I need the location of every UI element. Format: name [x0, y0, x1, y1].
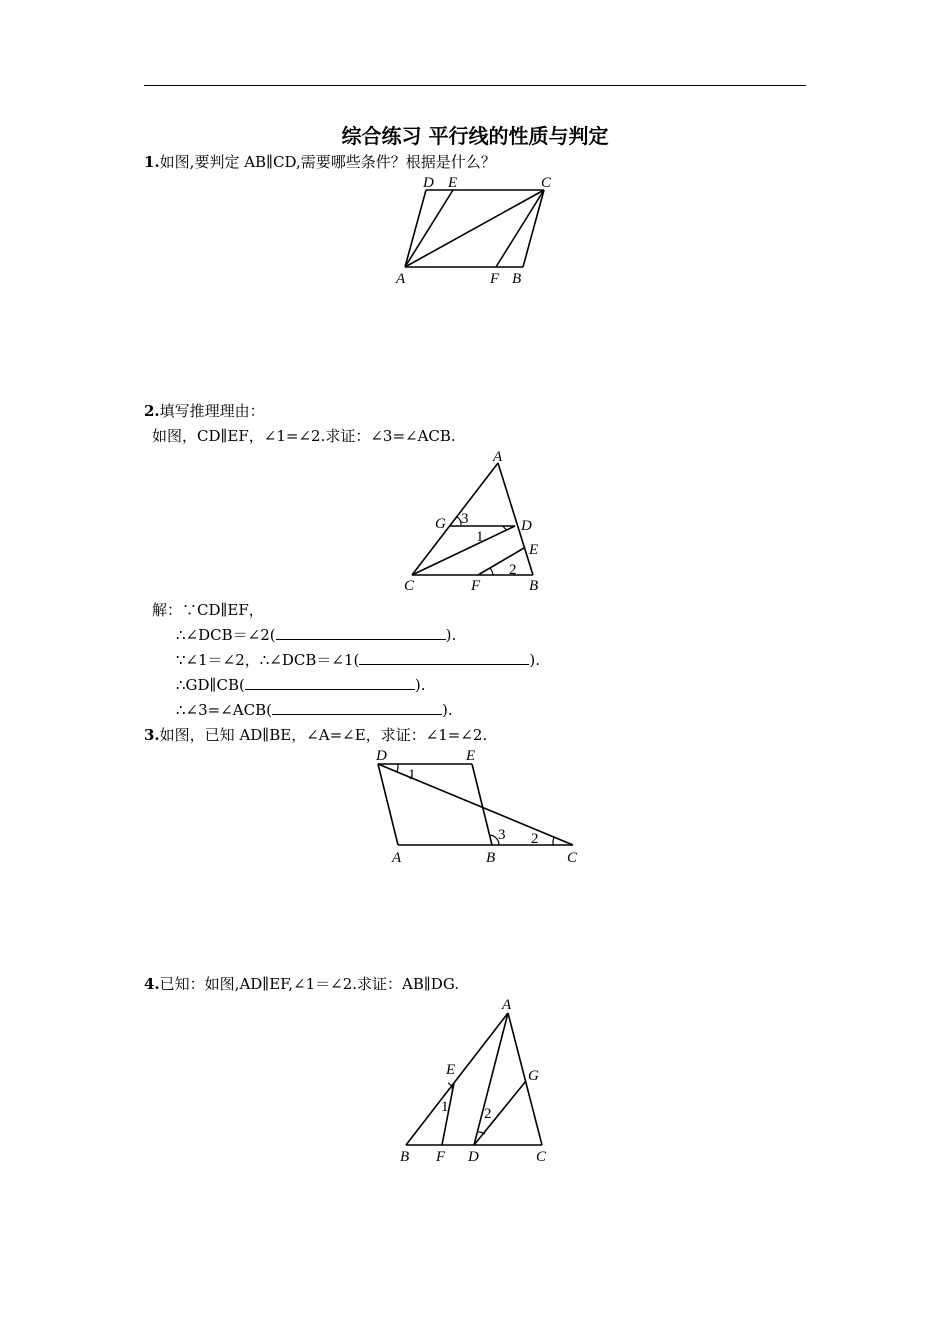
- figure-1: [390, 172, 570, 292]
- angle-2: 2: [509, 562, 517, 578]
- angle-1: 1: [408, 767, 416, 783]
- question-3: [144, 725, 487, 745]
- label-A: A: [502, 997, 512, 1013]
- angle-3: 3: [461, 511, 469, 527]
- figure-4: [390, 993, 560, 1168]
- label-A: A: [392, 850, 402, 866]
- question-4: [144, 974, 459, 994]
- solution-step-4: ∴GD∥CB( ).: [176, 676, 426, 694]
- answer-blank-3[interactable]: [245, 675, 415, 690]
- label-E: E: [466, 748, 476, 764]
- label-G: G: [435, 516, 446, 532]
- question-1: [144, 152, 496, 172]
- label-D: D: [376, 748, 387, 764]
- answer-blank-1[interactable]: [276, 625, 446, 640]
- label-C: C: [404, 578, 415, 594]
- solution-step-1: 解：∵CD∥EF，: [152, 601, 264, 619]
- question-text: 如图，已知 AD∥BE，∠A=∠E，求证：∠1=∠2.: [159, 726, 488, 744]
- label-C: C: [541, 175, 552, 191]
- label-D: D: [521, 518, 532, 534]
- question-number: 2.: [144, 402, 160, 420]
- label-E: E: [529, 542, 539, 558]
- angle-1: 1: [476, 529, 484, 545]
- label-D: D: [468, 1149, 479, 1165]
- label-C: C: [536, 1149, 547, 1165]
- angle-2: 2: [531, 831, 539, 847]
- answer-blank-2[interactable]: [359, 650, 529, 665]
- label-G: G: [528, 1068, 539, 1084]
- label-A: A: [396, 271, 406, 287]
- question-text: 如图,要判定 AB∥CD,需要哪些条件？根据是什么？: [159, 153, 496, 171]
- angle-3: 3: [498, 827, 506, 843]
- answer-blank-4[interactable]: [272, 700, 442, 715]
- question-2: [144, 401, 265, 421]
- question-number: 3.: [144, 726, 160, 744]
- label-E: E: [448, 175, 458, 191]
- solution-step-3: ∵∠1＝∠2，∴∠DCB＝∠1( ).: [176, 651, 540, 669]
- solution-step-2: ∴∠DCB＝∠2( ).: [176, 626, 457, 644]
- label-E: E: [446, 1062, 456, 1078]
- figure-2: [400, 448, 560, 598]
- angle-1: 1: [441, 1099, 449, 1115]
- label-F: F: [490, 271, 500, 287]
- solution-step-5: ∴∠3=∠ACB( ).: [176, 701, 453, 719]
- label-B: B: [512, 271, 522, 287]
- label-F: F: [436, 1149, 446, 1165]
- question-number: 1.: [144, 153, 160, 171]
- question-text: 填写推理理由：: [159, 402, 265, 420]
- page-title: 综合练习 平行线的性质与判定: [341, 124, 609, 148]
- question-number: 4.: [144, 975, 160, 993]
- label-D: D: [423, 175, 434, 191]
- label-F: F: [471, 578, 481, 594]
- label-A: A: [493, 449, 503, 465]
- question-2-given: 如图，CD∥EF，∠1=∠2.求证：∠3=∠ACB.: [152, 427, 456, 445]
- question-text: 已知：如图,AD∥EF,∠1＝∠2.求证：AB∥DG.: [159, 975, 460, 993]
- label-B: B: [529, 578, 539, 594]
- angle-2: 2: [484, 1106, 492, 1122]
- label-B: B: [400, 1149, 410, 1165]
- label-B: B: [486, 850, 496, 866]
- label-C: C: [567, 850, 578, 866]
- figure-3: [370, 745, 590, 870]
- header-rule: [144, 85, 806, 86]
